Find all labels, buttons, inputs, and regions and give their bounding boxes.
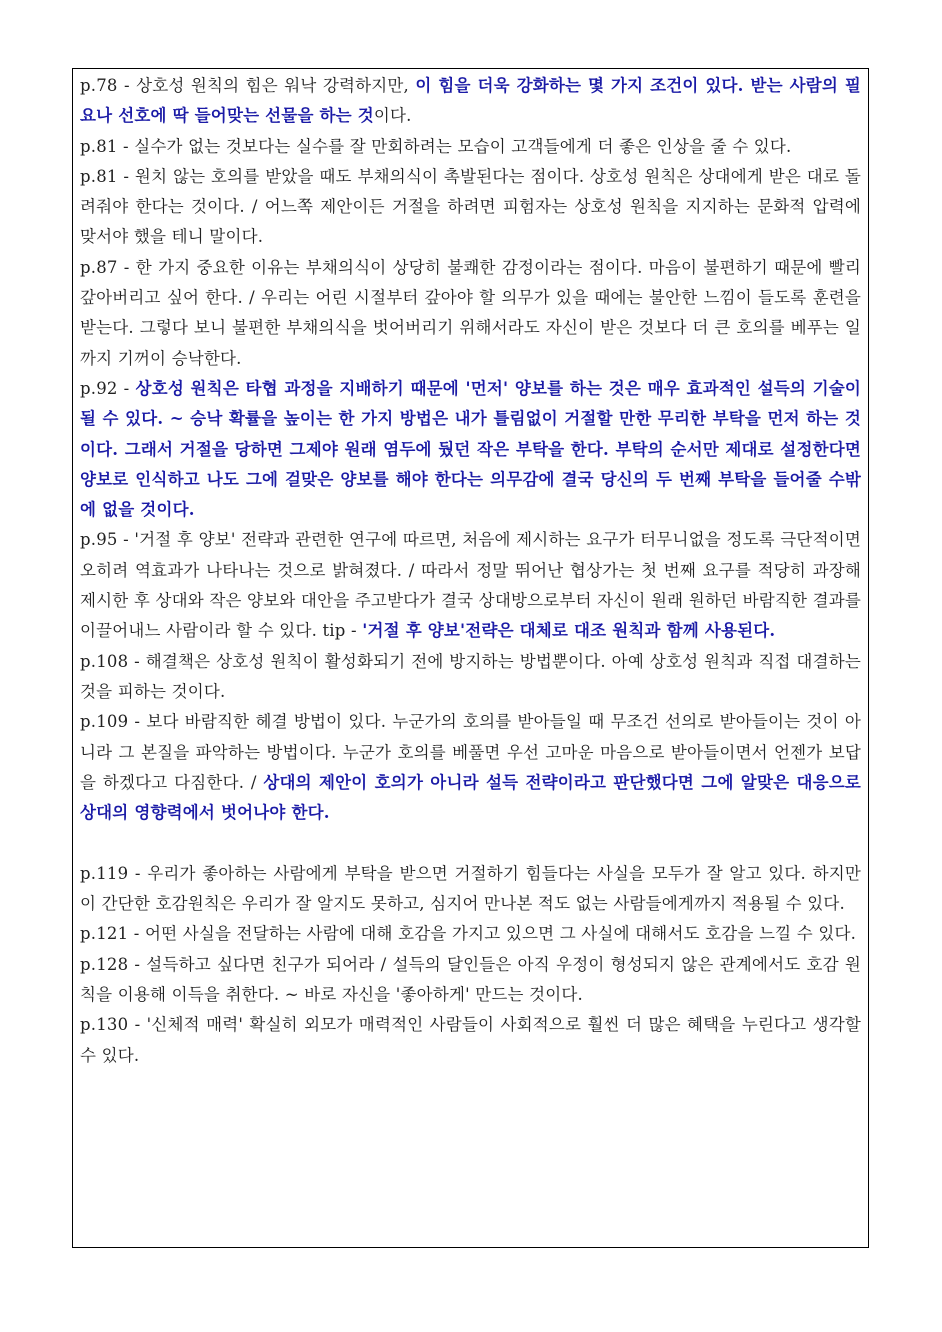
note-entry [80, 647, 861, 708]
note-text: p.108 - 해결책은 상호성 원칙이 활성화되기 전에 방지하는 방법뿐이다. 아예 상호성 원칙과 직접 대결하는 것을 피하는 것이다. [80, 651, 861, 701]
highlighted-text: 상호성 원칙은 타협 과정을 지배하기 때문에 '먼저' 양보를 하는 것은 매우 효과적인 설득의 기술이 될 수 있다. ~ 승낙 확률을 높이는 한 가지 방법은 내가 틀림없이 거절할 만한 무리한 부탁을 먼저 하는 것이다. 그래서 거절을 당하면 그제야 원래 염두에 뒀던 작은 부탁을 한다. 부탁의 순서만 제대로 설정한다면 양보로 인식하고 나도 그에 걸맞은 양보를 해야 한다는 의무감에 결국 당신의 두 번째 부탁을 들어줄 수밖에 없을 것이다. [80, 378, 861, 520]
note-text: p.119 - 우리가 좋아하는 사람에게 부탁을 받으면 거절하기 힘들다는 사실을 모두가 잘 알고 있다. 하지만 이 간단한 호감원칙은 우리가 잘 알지도 못하고, 심지어 만나본 적도 없는 사람들에게까지 적용될 수 있다. [80, 863, 861, 914]
note-entry [80, 525, 861, 646]
note-text: p.81 - 원치 않는 호의를 받았을 때도 부채의식이 촉발된다는 점이다. 상호성 원칙은 상대에게 받은 대로 돌려줘야 한다는 것이다. / 어느쪽 제안이든 거절을 하려면 피험자는 상호성 원칙을 지지하는 문화적 압력에 맞서야 했을 테니 말이다. [80, 166, 861, 247]
note-entry [80, 71, 861, 132]
blank-line [80, 828, 861, 858]
note-text: p.78 - 상호성 원칙의 힘은 워낙 강력하지만, [80, 76, 416, 95]
note-entry [80, 1010, 861, 1071]
note-text: p.109 - 보다 바람직한 헤결 방법이 있다. 누군가의 호의를 받아들일 때 무조건 선의로 받아들이는 것이 아니라 그 본질을 파악하는 방법이다. 누군가 호의를 베풀면 우선 고마운 마음으로 받아들이면서 언젠가 보답을 하겠다고 다짐한다. / [80, 712, 861, 792]
note-text: p.121 - 어떤 사실을 전달하는 사람에 대해 호감을 가지고 있으면 그 사실에 대해서도 호감을 느낄 수 있다. [80, 924, 857, 944]
note-text: p.87 - 한 가지 중요한 이유는 부채의식이 상당히 불쾌한 감정이라는 점이다. 마음이 불편하기 때문에 빨리 갚아버리고 싶어 한다. / 우리는 어린 시절부터 갚아야 할 의무가 있을 때에는 불안한 느낌이 들도록 훈련을 받는다. 그렇다 보니 불편한 부채의식을 벗어버리기 위해서라도 자신이 받은 것보다 더 큰 호의를 베푸는 일까지 기꺼이 승낙한다. [80, 257, 861, 368]
note-entry [80, 950, 861, 1011]
note-text: p.95 - '거절 후 양보' 전략과 관련한 연구에 따르면, 처음에 제시하는 요구가 터무니없을 정도록 극단적이면 오히려 역효과가 나타나는 것으로 밝혀졌다. / 따라서 정말 뛰어난 협상가는 첫 번째 요구를 적당히 과장해 제시한 후 상대와 작은 양보와 대안을 주고받다가 결국 상대방으로부터 자신이 원래 원하던 바람직한 결과를 이끌어내느 사람이라 할 수 있다. tip - [80, 530, 861, 641]
note-entry [80, 162, 861, 253]
note-entry [80, 374, 861, 525]
highlighted-text: '거절 후 양보'전략은 대체로 대조 원칙과 함께 사용된다. [362, 621, 776, 641]
notes-box [72, 68, 869, 1248]
note-entry [80, 132, 861, 162]
note-text: p.92 - [80, 378, 136, 398]
note-text: 이다. [373, 106, 412, 126]
note-entry [80, 707, 861, 828]
notes-list [80, 71, 861, 1071]
note-entry [80, 253, 861, 374]
note-text: p.130 - '신체적 매력' 확실히 외모가 매력적인 사람들이 사회적으로 훨씬 더 많은 혜택을 누린다고 생각할 수 있다. [80, 1015, 861, 1065]
highlighted-text: 이 힘을 더욱 강화하는 몇 가지 조건이 있다. 받는 사람의 필요나 선호에 딱 들어맞는 선물을 하는 것 [80, 76, 861, 126]
note-entry [80, 859, 861, 920]
note-text: p.128 - 설득하고 싶다면 친구가 되어라 / 설득의 달인들은 아직 우정이 형성되지 않은 관계에서도 호감 원칙을 이용해 이득을 취한다. ~ 바로 자신을 '좋아하게' 만드는 것이다. [80, 954, 861, 1004]
note-text: p.81 - 실수가 없는 것보다는 실수를 잘 만회하려는 모습이 고객들에게 더 좋은 인상을 줄 수 있다. [80, 136, 792, 156]
highlighted-text: 상대의 제안이 호의가 아니라 설득 전략이라고 판단했다면 그에 알맞은 대응으로 상대의 영향력에서 벗어나야 한다. [80, 772, 862, 823]
note-entry [80, 919, 861, 949]
